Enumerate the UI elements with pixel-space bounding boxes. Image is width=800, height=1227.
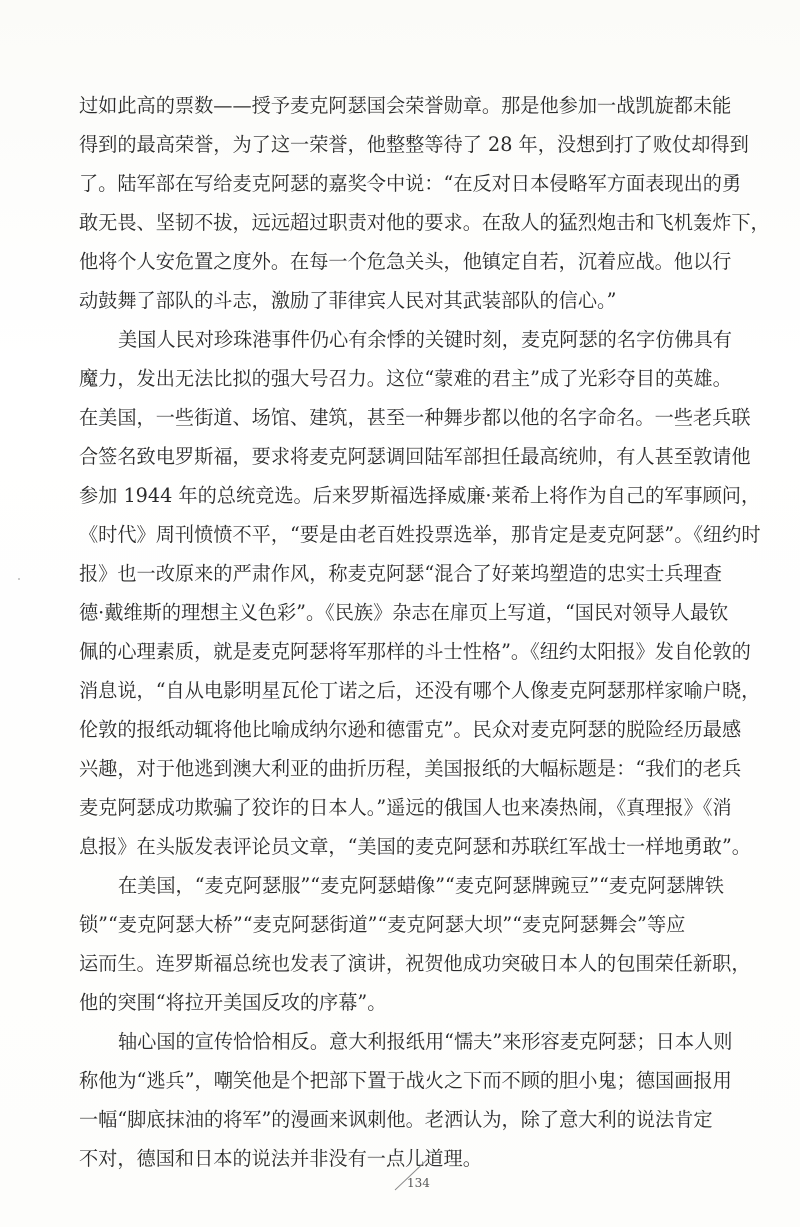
text-line: 在美国，“麦克阿瑟服”“麦克阿瑟蜡像”“麦克阿瑟牌豌豆”“麦克阿瑟牌铁 xyxy=(118,874,724,897)
paragraph xyxy=(79,866,772,1022)
text-line: 他将个人安危置之度外。在每一个危急关头，他镇定自若，沉着应战。他以行 xyxy=(79,250,732,273)
scan-speck xyxy=(18,578,20,580)
text-line: 报》也一改原来的严肃作风，称麦克阿瑟“混合了好莱坞塑造的忠实士兵理查 xyxy=(79,562,722,585)
text-line: 过如此高的票数——授予麦克阿瑟国会荣誉勋章。那是他参加一战凯旋都未能 xyxy=(79,94,732,117)
text-line: 称他为“逃兵”，嘲笑他是个把部下置于战火之下而不顾的胆小鬼；德国画报用 xyxy=(79,1069,732,1092)
text-line: 运而生。连罗斯福总统也发表了演讲，祝贺他成功突破日本人的包围荣任新职， xyxy=(79,952,751,975)
page-number-area xyxy=(385,1148,445,1198)
text-line: 轴心国的宣传恰恰相反。意大利报纸用“懦夫”来形容麦克阿瑟；日本人则 xyxy=(118,1030,733,1053)
text-line: 《时代》周刊愤愤不平，“要是由老百姓投票选举，那肯定是麦克阿瑟”。《纽约时 xyxy=(79,523,761,546)
text-line: 在美国，一些街道、场馆、建筑，甚至一种舞步都以他的名字命名。一些老兵联 xyxy=(79,406,751,429)
body-text xyxy=(79,86,772,1178)
text-line: 息报》在头版发表评论员文章，“美国的麦克阿瑟和苏联红军战士一样地勇敢”。 xyxy=(79,835,751,858)
text-line: 参加 1944 年的总统竞选。后来罗斯福选择威廉·莱希上将作为自己的军事顾问， xyxy=(79,484,761,507)
text-line: 不对，德国和日本的说法并非没有一点儿道理。 xyxy=(79,1147,482,1170)
text-line: 得到的最高荣誉，为了这一荣誉，他整整等待了 28 年，没想到打了败仗却得到 xyxy=(79,133,749,156)
text-line: 敢无畏、坚韧不拔，远远超过职责对他的要求。在敌人的猛烈炮击和飞机轰炸下， xyxy=(79,211,770,234)
text-line: 消息说，“自从电影明星瓦伦丁诺之后，还没有哪个人像麦克阿瑟那样家喻户晓， xyxy=(79,679,761,702)
text-line: 魔力，发出无法比拟的强大号召力。这位“蒙难的君主”成了光彩夺目的英雄。 xyxy=(79,367,732,390)
text-line: 伦敦的报纸动辄将他比喻成纳尔逊和德雷克”。民众对麦克阿瑟的脱险经历最感 xyxy=(79,718,742,741)
text-line: 兴趣，对于他逃到澳大利亚的曲折历程，美国报纸的大幅标题是：“我们的老兵 xyxy=(79,757,742,780)
text-line: 麦克阿瑟成功欺骗了狡诈的日本人。”遥远的俄国人也来凑热闹，《真理报》《消 xyxy=(79,796,732,819)
text-line: 他的突围“将拉开美国反攻的序幕”。 xyxy=(79,991,387,1014)
text-line: 了。陆军部在写给麦克阿瑟的嘉奖令中说：“在反对日本侵略军方面表现出的勇 xyxy=(79,172,742,195)
text-line: 佩的心理素质，就是麦克阿瑟将军那样的斗士性格”。《纽约太阳报》发自伦敦的 xyxy=(79,640,751,663)
text-line: 美国人民对珍珠港事件仍心有余悸的关键时刻，麦克阿瑟的名字仿佛具有 xyxy=(118,328,732,351)
page-number: 134 xyxy=(407,1176,430,1190)
paragraph xyxy=(79,320,772,866)
text-line: 合签名致电罗斯福，要求将麦克阿瑟调回陆军部担任最高统帅，有人甚至敦请他 xyxy=(79,445,751,468)
paragraph xyxy=(79,86,772,320)
text-line: 动鼓舞了部队的斗志，激励了菲律宾人民对其武装部队的信心。” xyxy=(79,289,617,312)
text-line: 德·戴维斯的理想主义色彩”。《民族》杂志在扉页上写道，“国民对领导人最钦 xyxy=(79,601,729,624)
text-line: 一幅“脚底抹油的将军”的漫画来讽刺他。老洒认为，除了意大利的说法肯定 xyxy=(79,1108,713,1131)
text-line: 锁”“麦克阿瑟大桥”“麦克阿瑟街道”“麦克阿瑟大坝”“麦克阿瑟舞会”等应 xyxy=(79,913,686,936)
